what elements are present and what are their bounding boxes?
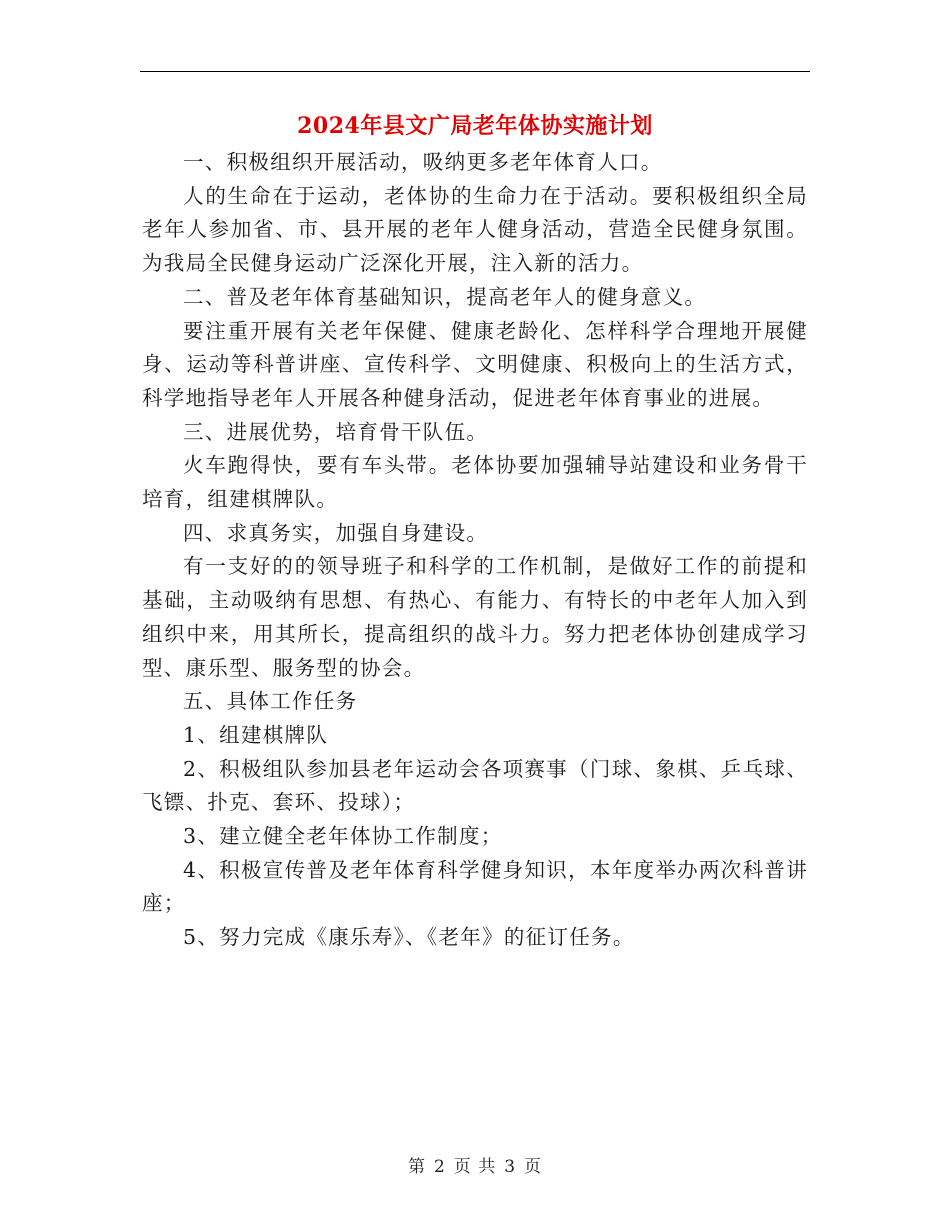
task-item: 1、组建棋牌队 xyxy=(183,722,329,747)
footer-current-page: 2 xyxy=(433,1157,446,1177)
task-item: 3、建立健全老年体协工作制度； xyxy=(183,824,503,849)
document-title: 2024年县文广局老年体协实施计划 xyxy=(297,113,653,139)
footer-suffix: 页 xyxy=(524,1157,543,1177)
section-heading-5: 五、具体工作任务 xyxy=(183,689,358,714)
section-heading-1: 一、积极组织开展活动，吸纳更多老年体育人口。 xyxy=(183,150,663,174)
body-paragraph: 有一支好的的领导班子和科学的工作机制，是做好工作的前提和基础，主动吸纳有思想、有热心、有能力、有特长的中老年人加入到组织中来，用其所长，提高组织的战斗力。努力把老体协创建成学习型、康乐型、服务型的协会。 xyxy=(142,554,808,680)
section-heading-2: 二、普及老年体育基础知识，提高老年人的健身意义。 xyxy=(183,284,707,309)
body-paragraph: 火车跑得快，要有车头带。老体协要加强辅导站建设和业务骨干培育，组建棋牌队。 xyxy=(142,453,808,512)
body-paragraph: 人的生命在于运动，老体协的生命力在于活动。要积极组织全局老年人参加省、市、县开展的老年人健身活动，营造全民健身氛围。为我局全民健身运动广泛深化开展，注入新的活力。 xyxy=(142,183,808,276)
body-paragraph: 要注重开展有关老年保健、健康老龄化、怎样科学合理地开展健身、运动等科普讲座、宣传科学、文明健康、积极向上的生活方式，科学地指导老年人开展各种健身活动，促进老年体育事业的进展。 xyxy=(142,318,808,410)
footer-middle: 页 共 xyxy=(453,1157,497,1177)
document-body xyxy=(142,146,808,955)
footer-prefix: 第 xyxy=(407,1157,426,1177)
section-heading-3: 三、进展优势，培育骨干队伍。 xyxy=(183,419,489,444)
task-item: 2、积极组队参加县老年运动会各项赛事（门球、象棋、乒乓球、飞镖、扑克、套环、投球）； xyxy=(142,756,808,815)
task-item: 4、积极宣传普及老年体育科学健身知识，本年度举办两次科普讲座； xyxy=(142,857,808,916)
task-item: 5、努力完成《康乐寿》、《老年》的征订任务。 xyxy=(183,925,635,950)
section-heading-4: 四、求真务实，加强自身建设。 xyxy=(183,520,489,545)
page-footer xyxy=(0,1152,950,1177)
footer-total-pages: 3 xyxy=(504,1157,517,1177)
header-rule xyxy=(140,71,810,72)
